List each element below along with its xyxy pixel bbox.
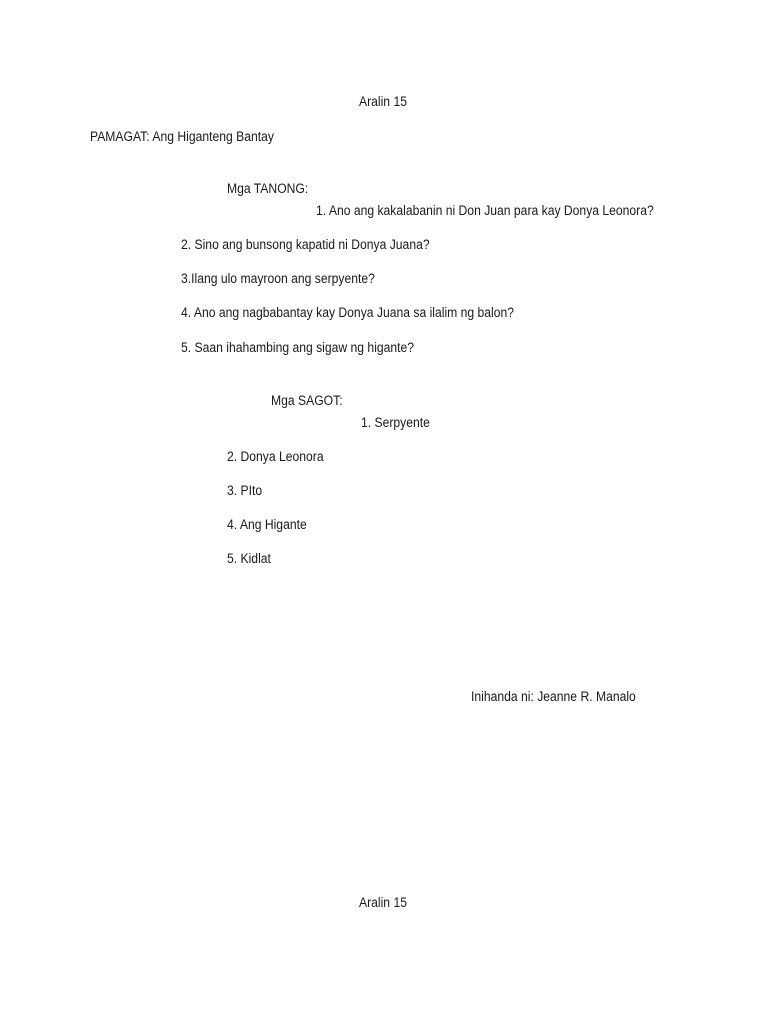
answer-item: 4. Ang Higante <box>227 517 307 532</box>
title-line <box>90 129 274 145</box>
question-item: 3.Ilang ulo mayroon ang serpyente? <box>181 271 375 286</box>
questions-label: Mga TANONG: <box>227 181 309 196</box>
lesson-heading: Aralin 15 <box>359 94 407 109</box>
question-item: 4. Ano ang nagbabantay kay Donya Juana sa ilalim ng balon? <box>181 305 515 320</box>
answers-label: Mga SAGOT: <box>271 393 343 408</box>
answer-item: 3. PIto <box>227 483 263 498</box>
title-label: PAMAGAT: <box>90 129 150 144</box>
question-item: 2. Sino ang bunsong kapatid ni Donya Juana? <box>181 237 430 252</box>
answer-item: 2. Donya Leonora <box>227 449 324 464</box>
prepared-by: Inihanda ni: Jeanne R. Manalo <box>471 689 636 704</box>
answer-item: 1. Serpyente <box>361 415 430 430</box>
question-item: 1. Ano ang kakalabanin ni Don Juan para kay Donya Leonora? <box>316 203 654 218</box>
answer-item: 5. Kidlat <box>227 551 271 566</box>
next-page-heading: Aralin 15 <box>359 895 407 910</box>
question-item: 5. Saan ihahambing ang sigaw ng higante? <box>181 340 415 355</box>
title-value: Ang Higanteng Bantay <box>152 129 274 144</box>
